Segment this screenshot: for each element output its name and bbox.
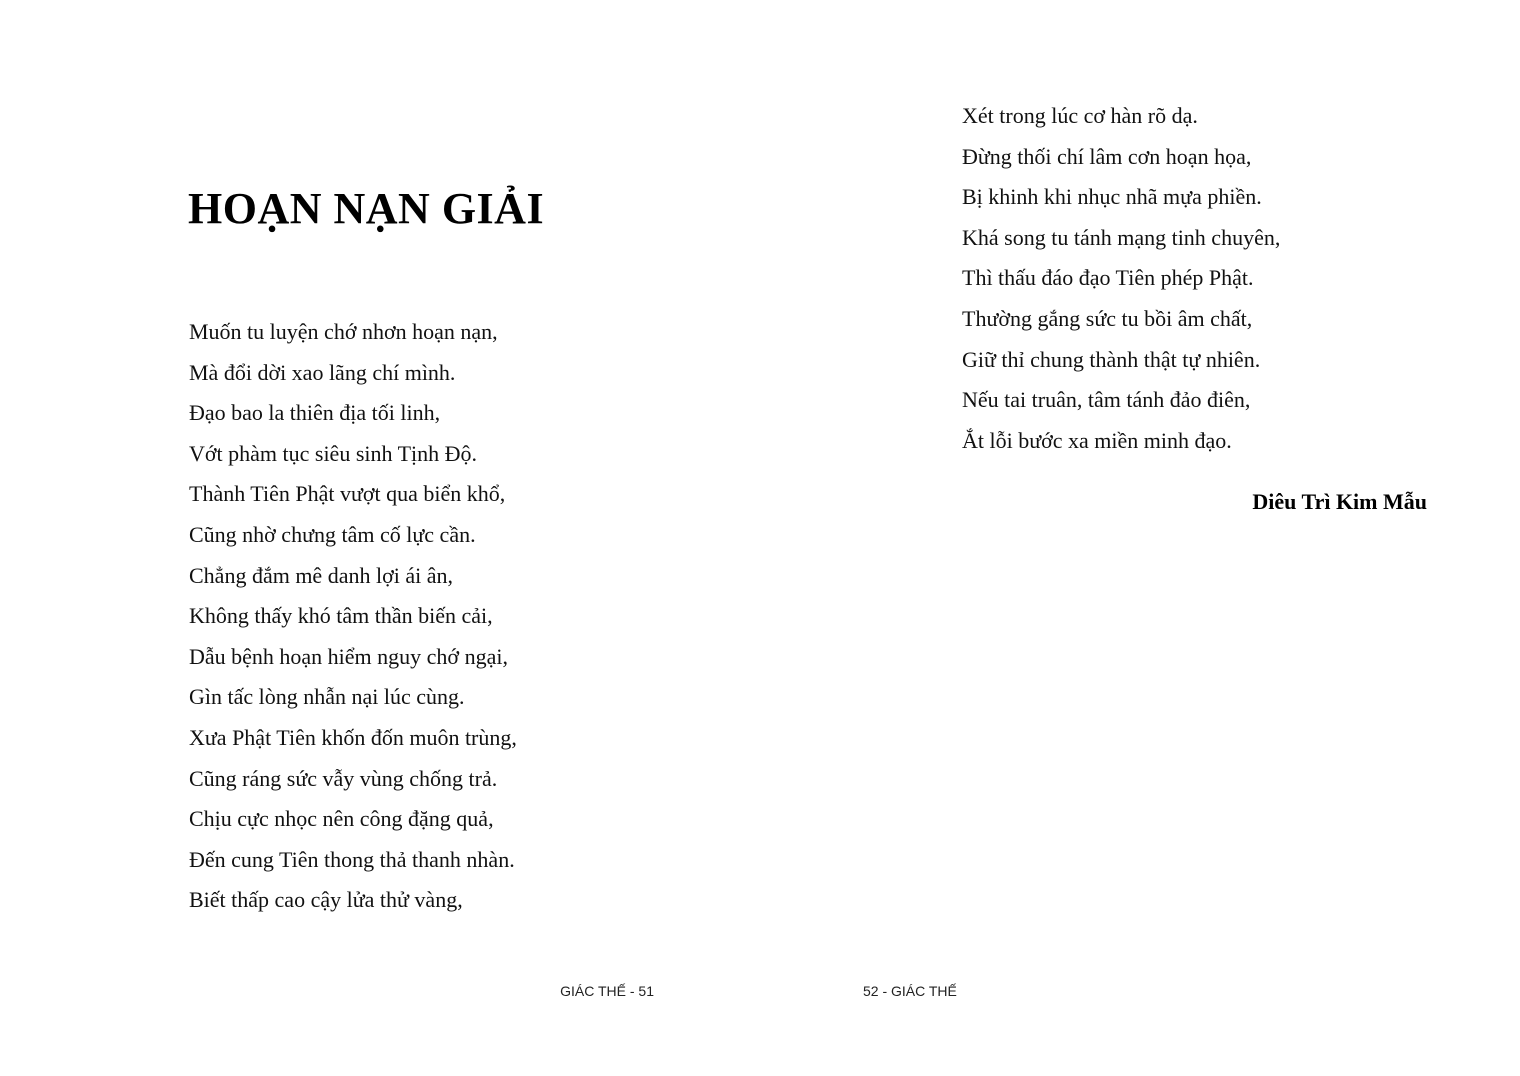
verse-line: Chịu cực nhọc nên công đặng quả,: [189, 806, 494, 832]
verse-line: Thành Tiên Phật vượt qua biển khổ,: [189, 481, 506, 507]
verse-line: Gìn tấc lòng nhẫn nại lúc cùng.: [189, 684, 465, 710]
verse-line: Bị khinh khi nhục nhã mựa phiền.: [962, 184, 1262, 210]
author-signature: Diêu Trì Kim Mẫu: [1252, 489, 1427, 514]
verse-line: Không thấy khó tâm thần biến cải,: [189, 603, 493, 629]
verse-line: Thì thấu đáo đạo Tiên phép Phật.: [962, 265, 1254, 291]
verse-line: Cũng nhờ chưng tâm cố lực cần.: [189, 521, 476, 547]
verse-line: Vớt phàm tục siêu sinh Tịnh Độ.: [189, 440, 478, 466]
verse-line: Giữ thỉ chung thành thật tự nhiên.: [962, 346, 1261, 372]
verse-line: Thường gắng sức tu bồi âm chất,: [962, 305, 1253, 331]
verse-line: Nếu tai truân, tâm tánh đảo điên,: [962, 387, 1251, 413]
right-page: [760, 0, 1520, 1076]
verse-line: Xưa Phật Tiên khốn đốn muôn trùng,: [189, 724, 517, 750]
verse-line: Khá song tu tánh mạng tinh chuyên,: [962, 224, 1281, 250]
poem-verse-right: [962, 96, 1280, 461]
verse-line: Chẳng đắm mê danh lợi ái ân,: [189, 562, 453, 588]
verse-line: Đạo bao la thiên địa tối linh,: [189, 400, 441, 426]
verse-line: Mà đổi dời xao lãng chí mình.: [189, 359, 456, 385]
verse-line: Đến cung Tiên thong thả thanh nhàn.: [189, 846, 515, 872]
page-footer-left: GIÁC THẾ - 51: [560, 983, 654, 999]
page-footer-right: 52 - GIÁC THẾ: [863, 983, 957, 999]
verse-line: Xét trong lúc cơ hàn rõ dạ.: [962, 103, 1198, 128]
poem-title: HOẠN NẠN GIẢI: [188, 184, 545, 233]
verse-line: Dẫu bệnh hoạn hiểm nguy chớ ngại,: [189, 643, 508, 669]
verse-line: Cũng ráng sức vẫy vùng chống trả.: [189, 765, 498, 791]
verse-line: Muốn tu luyện chớ nhơn hoạn nạn,: [189, 319, 498, 344]
poem-verse-left: [189, 312, 517, 921]
verse-line: Đừng thối chí lâm cơn hoạn họa,: [962, 143, 1252, 169]
verse-line: Ắt lỗi bước xa miền minh đạo.: [962, 427, 1232, 453]
verse-line: Biết thấp cao cậy lửa thử vàng,: [189, 887, 463, 913]
